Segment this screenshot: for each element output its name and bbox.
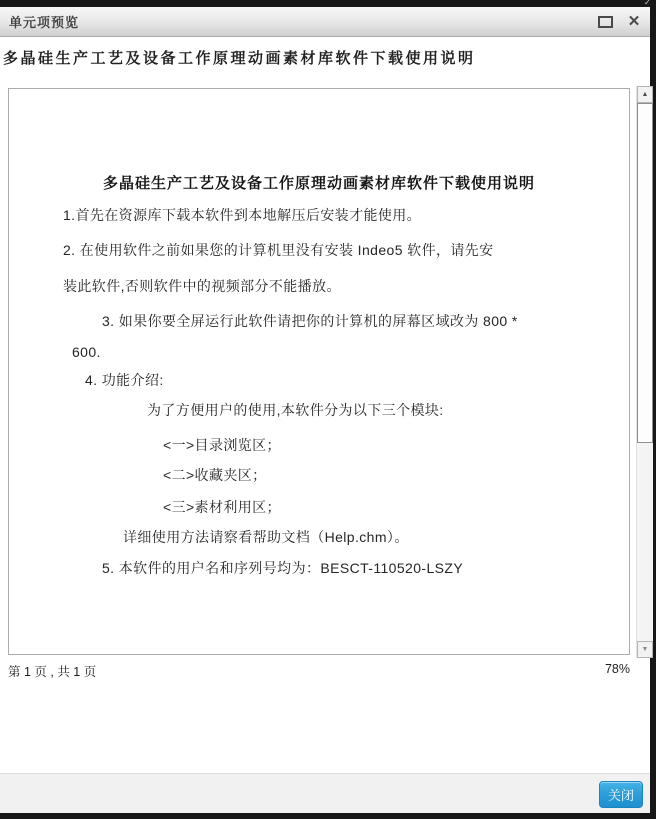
- document-line: <二>收藏夹区；: [163, 467, 267, 483]
- document-line: 3. 如果你要全屏运行此软件请把你的计算机的屏幕区域改为 800 *: [102, 313, 518, 329]
- page-title: 多晶硅生产工艺及设备工作原理动画素材库软件下载使用说明: [3, 50, 476, 67]
- maximize-icon: [598, 16, 613, 28]
- window-controls: [595, 7, 644, 36]
- vertical-scrollbar: [636, 86, 653, 658]
- document-title: 多晶硅生产工艺及设备工作原理动画素材库软件下载使用说明: [102, 175, 535, 192]
- page-background-bottom: [0, 812, 656, 819]
- document-line: 2. 在使用软件之前如果您的计算机里没有安装 Indeo5 软件，请先安: [63, 242, 494, 258]
- document-line: 为了方便用户的使用,本软件分为以下三个模块:: [147, 402, 444, 418]
- scrollbar-track[interactable]: [637, 443, 653, 641]
- document-line: 4. 功能介绍:: [85, 372, 164, 388]
- document-line: 600.: [72, 344, 101, 360]
- close-button[interactable]: 关闭: [599, 781, 643, 808]
- document-line: <三>素材利用区；: [163, 499, 281, 515]
- close-window-button[interactable]: [624, 11, 644, 33]
- maximize-button[interactable]: [595, 11, 615, 33]
- scrollbar-thumb[interactable]: [637, 103, 653, 443]
- document-line: 详细使用方法请察看帮助文档（Help.chm）。: [123, 529, 409, 545]
- background-artifact: ✓: [644, 0, 651, 6]
- document-line: 装此软件,否则软件中的视频部分不能播放。: [63, 278, 341, 294]
- dialog-titlebar: [0, 7, 650, 37]
- document-preview: [8, 88, 630, 655]
- scroll-down-button[interactable]: [637, 641, 653, 658]
- page-background-top: [0, 0, 656, 7]
- close-icon: ✕: [627, 13, 641, 30]
- document-line: 1.首先在资源库下载本软件到本地解压后安装才能使用。: [63, 207, 422, 223]
- document-line: 5. 本软件的用户名和序列号均为：BESCT-110520-LSZY: [102, 560, 464, 576]
- document-line: <一>目录浏览区；: [163, 437, 281, 453]
- dialog-title: 单元项预览: [9, 15, 80, 30]
- scroll-up-button[interactable]: [637, 86, 653, 103]
- arrow-up-icon: ▲: [641, 91, 649, 98]
- arrow-down-icon: ▼: [641, 646, 649, 653]
- dialog-footer: [0, 773, 650, 813]
- zoom-level: 78%: [604, 662, 630, 676]
- page-indicator: 第 1 页 , 共 1 页: [8, 665, 97, 679]
- status-bar: [8, 662, 630, 680]
